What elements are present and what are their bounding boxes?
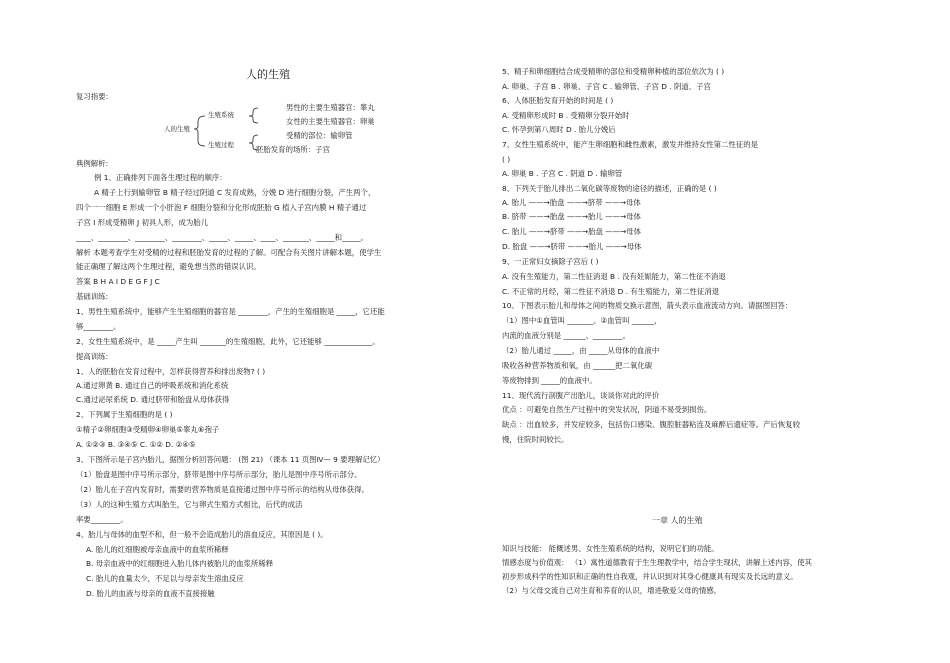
left-line-23: （3）人的这种生殖方式叫胎生，它与卵式生殖方式相比，后代的成活 [76,500,303,509]
right-line-15: A. 没有生殖能力，第二性征消退 B . 没有妊娠能力，第二性征不消退 [502,272,726,281]
left-line-9: 基础训练: [76,292,109,301]
left-line-5: ____、________、________、________、_____、_____、____、_______、_____和_____。 [76,233,368,242]
left-line-8: 答案 B H A I D E G F J C [76,277,160,286]
right-line-22: 等废物排到 _____的血液中。 [502,376,597,385]
left-line-11: 够________。 [76,322,121,331]
left-line-4: 子宫 I 形成受精卵 J 初具人形，成为胎儿 [76,218,209,227]
right-line-26: 慢，住院时间较长。 [502,435,569,444]
system-bracket [249,108,258,123]
right-line-10: A. 胎儿 ——→胎盘 ——→脐带 ——→母体 [502,198,641,207]
right-line-11: B. 脐带 ——→胎盘 ——→胎儿 ——→母体 [502,212,641,221]
concept-leaf-female-organ: 女性的主要生殖器官：卵巢 [286,117,375,126]
right-line-13: D. 胎盘 ——→脐带 ——→胎儿 ——→母体 [502,242,642,251]
right-line-23: 11、现代流行剖腹产出胎儿，谈谈你对此的评价 [502,391,660,400]
left-line-13: 提高训练: [76,352,109,361]
concept-branch-reproductive-system: 生殖系统 [208,111,234,119]
left-line-20: 3、下图所示是子宫内胎儿，据图分析回答问题： (图 21) （课本 11 页图Ⅳ— 9 要理解记忆） [76,455,385,464]
concept-root: 人的生殖 [164,125,190,133]
right-line-16: C. 不正常的月经，第二性征不消退 D . 有生殖能力，第二性征消退 [502,287,720,296]
left-line-12: 2、女性生殖系统中，是 _____产生叫 _______的生殖细胞，此外，它还能够 _____________。 [76,337,380,346]
left-line-7: 能正确理了解这两个生理过程，避免想当然的错误认识。 [76,262,261,271]
left-line-3: 四个一一细胞 E 形成一个小肝泡 F 细胞分裂和分化形成胚胎 G 植入子宫内膜 H 精子通过 [76,203,367,212]
root-bracket [194,116,205,146]
right-line-8: A. 卵巢 B . 子宫 C . 阴道 D . 输卵管 [502,169,623,178]
right-line-5: C. 怀孕到第八周时 D . 胎儿分娩后 [502,125,616,134]
concept-leaf-development-site: 胚胎发育的场所：子宫 [256,145,330,154]
concept-branch-reproductive-process: 生殖过程 [208,141,234,149]
left-line-22: （2）胎儿在子宫内发育时，需要的营养物质是直接通过图中序号所示的结构从母体获得。 [76,485,369,494]
right-line-18: （1）图中①血管叫 _______。②血管叫 ______， [502,316,662,325]
right-line-20: （2）胎儿通过 _____，由 _____从母体的血液中 [502,346,660,355]
left-line-28: C. 胎儿的血量太少，不足以与母亲发生溶血反应 [86,574,244,583]
left-line-25: 4、胎儿与母体的血型不和，但一般不会造成胎儿的溶血反应，其原因是 ( )。 [76,530,328,539]
left-line-16: C.通过泌尿系统 D. 通过脐带和胎盘从母体获得 [76,395,230,404]
left-line-18: ①精子②卵细胞③受精卵④卵巢⑤睾丸⑥孢子 [76,425,220,434]
objective-line-3: 初步形成科学的性知识和正确的性自我观，并认识到对其身心健康具有现实及长远的意义。 [502,572,798,581]
right-line-17: 10、下图表示胎儿和母体之间的物质交换示意图，箭头表示血液流动方向。请据图回答： [502,301,793,310]
objective-line-4: （2）与父母交流自己对生育和养育的认识，增进敬爱父母的情感。 [502,586,722,595]
right-line-7: ( ) [502,155,511,164]
right-line-12: C. 胎儿 ——→脐带 ——→胎盘 ——→母体 [502,227,641,236]
left-line-14: 1、人的胚胎在发育过程中，怎样获得营养和排出废物? ( ) [76,367,266,376]
example-heading: 典例解析: [76,159,109,168]
right-line-14: 9、一正常妇女摘除子宫后 ( ) [502,257,599,266]
left-line-17: 2、下列属于生殖细胞的是 ( ) [76,410,173,419]
left-line-10: 1、男性生殖系统中，能够产生生殖细胞的器官是 ________，产生的生殖细胞是 _____，它还能 [76,307,385,316]
chapter-heading: 一章 人的生殖 [652,516,703,525]
right-line-6: 7、女性生殖系统中，能产生卵细胞和雌性激素，激发并维持女性第二性征的是 [502,140,758,149]
left-line-6: 解析 本题考查学生对受精的过程和胚胎发育的过程的了解。可配合有关图片讲解本题，使学生 [76,248,382,257]
concept-leaf-male-organ: 男性的主要生殖器官：睾丸 [286,103,375,112]
review-heading: 复习指要: [76,92,109,101]
right-line-19: 内流的血液分别是 ______、________。 [502,331,630,340]
right-line-1: 5、精子和卵细胞结合成受精卵的部位和受精卵种植的部位依次为 ( ) [502,67,725,76]
concept-leaf-fertilization-site: 受精的部位：输卵管 [286,131,353,140]
objective-line-1: 知识与技能： 能概述男、女性生殖系统的结构，说明它们的功能。 [502,544,719,553]
right-line-25: 缺点 ：出血较多，并发症较多，包括伤口感染、腹腔脏器粘连及麻醉后遗症等。产后恢复较 [502,420,800,429]
left-line-21: （1）胎盘是图中序号所示部分，脐带是图中序号所示部分，胎儿是图中序号所示部分。 [76,470,362,479]
left-line-1: 例 1、正确排列下面各生理过程的顺序： [94,173,227,182]
left-line-19: A. ①②③ B. ③④⑤ C. ①② D. ②④⑤ [76,440,196,449]
right-line-2: A. 卵巢、子宫 B . 卵巢、子宫 C . 输卵管、子宫 D . 阴道、子宫 [502,82,711,91]
left-line-15: A.通过卵黄 B. 通过自己的呼吸系统和消化系统 [76,381,229,390]
page-title: 人的生殖 [246,68,290,81]
right-line-24: 优点 ：可避免自然生产过程中的突发状况，阴道不易受到损伤。 [502,405,712,414]
right-line-3: 6、人体胚胎发育开始的时间是 ( ) [502,96,614,105]
right-line-4: A. 受精卵形成时 B . 受精卵分裂开始时 [502,111,630,120]
left-line-29: D. 胎儿的血液与母亲的血液不直接接触 [86,589,215,598]
left-line-2: A 精子上行到输卵管 B 精子经过阴道 C 发育成熟，分娩 D 进行细胞分裂，产生两个、 [94,188,376,197]
right-line-21: 吸收各种营养物质和氧，由 ______把二氧化碳 [502,361,653,370]
left-line-24: 率要________。 [76,515,128,524]
objective-line-2: 情感态度与价值观： （1）寓性道德教育于生生理教学中，结合学生现状，讲解上述内容，使其 [502,558,813,567]
right-line-9: 8、下列关于胎儿排出二氧化碳等废物的途径的描述，正确的是 ( ) [502,184,717,193]
left-line-26: A. 胎儿的红细胞被母亲血液中的血浆所稀释 [86,545,229,554]
left-line-27: B. 母亲血液中的红细胞进入胎儿体内被胎儿的血浆所稀释 [86,559,274,568]
